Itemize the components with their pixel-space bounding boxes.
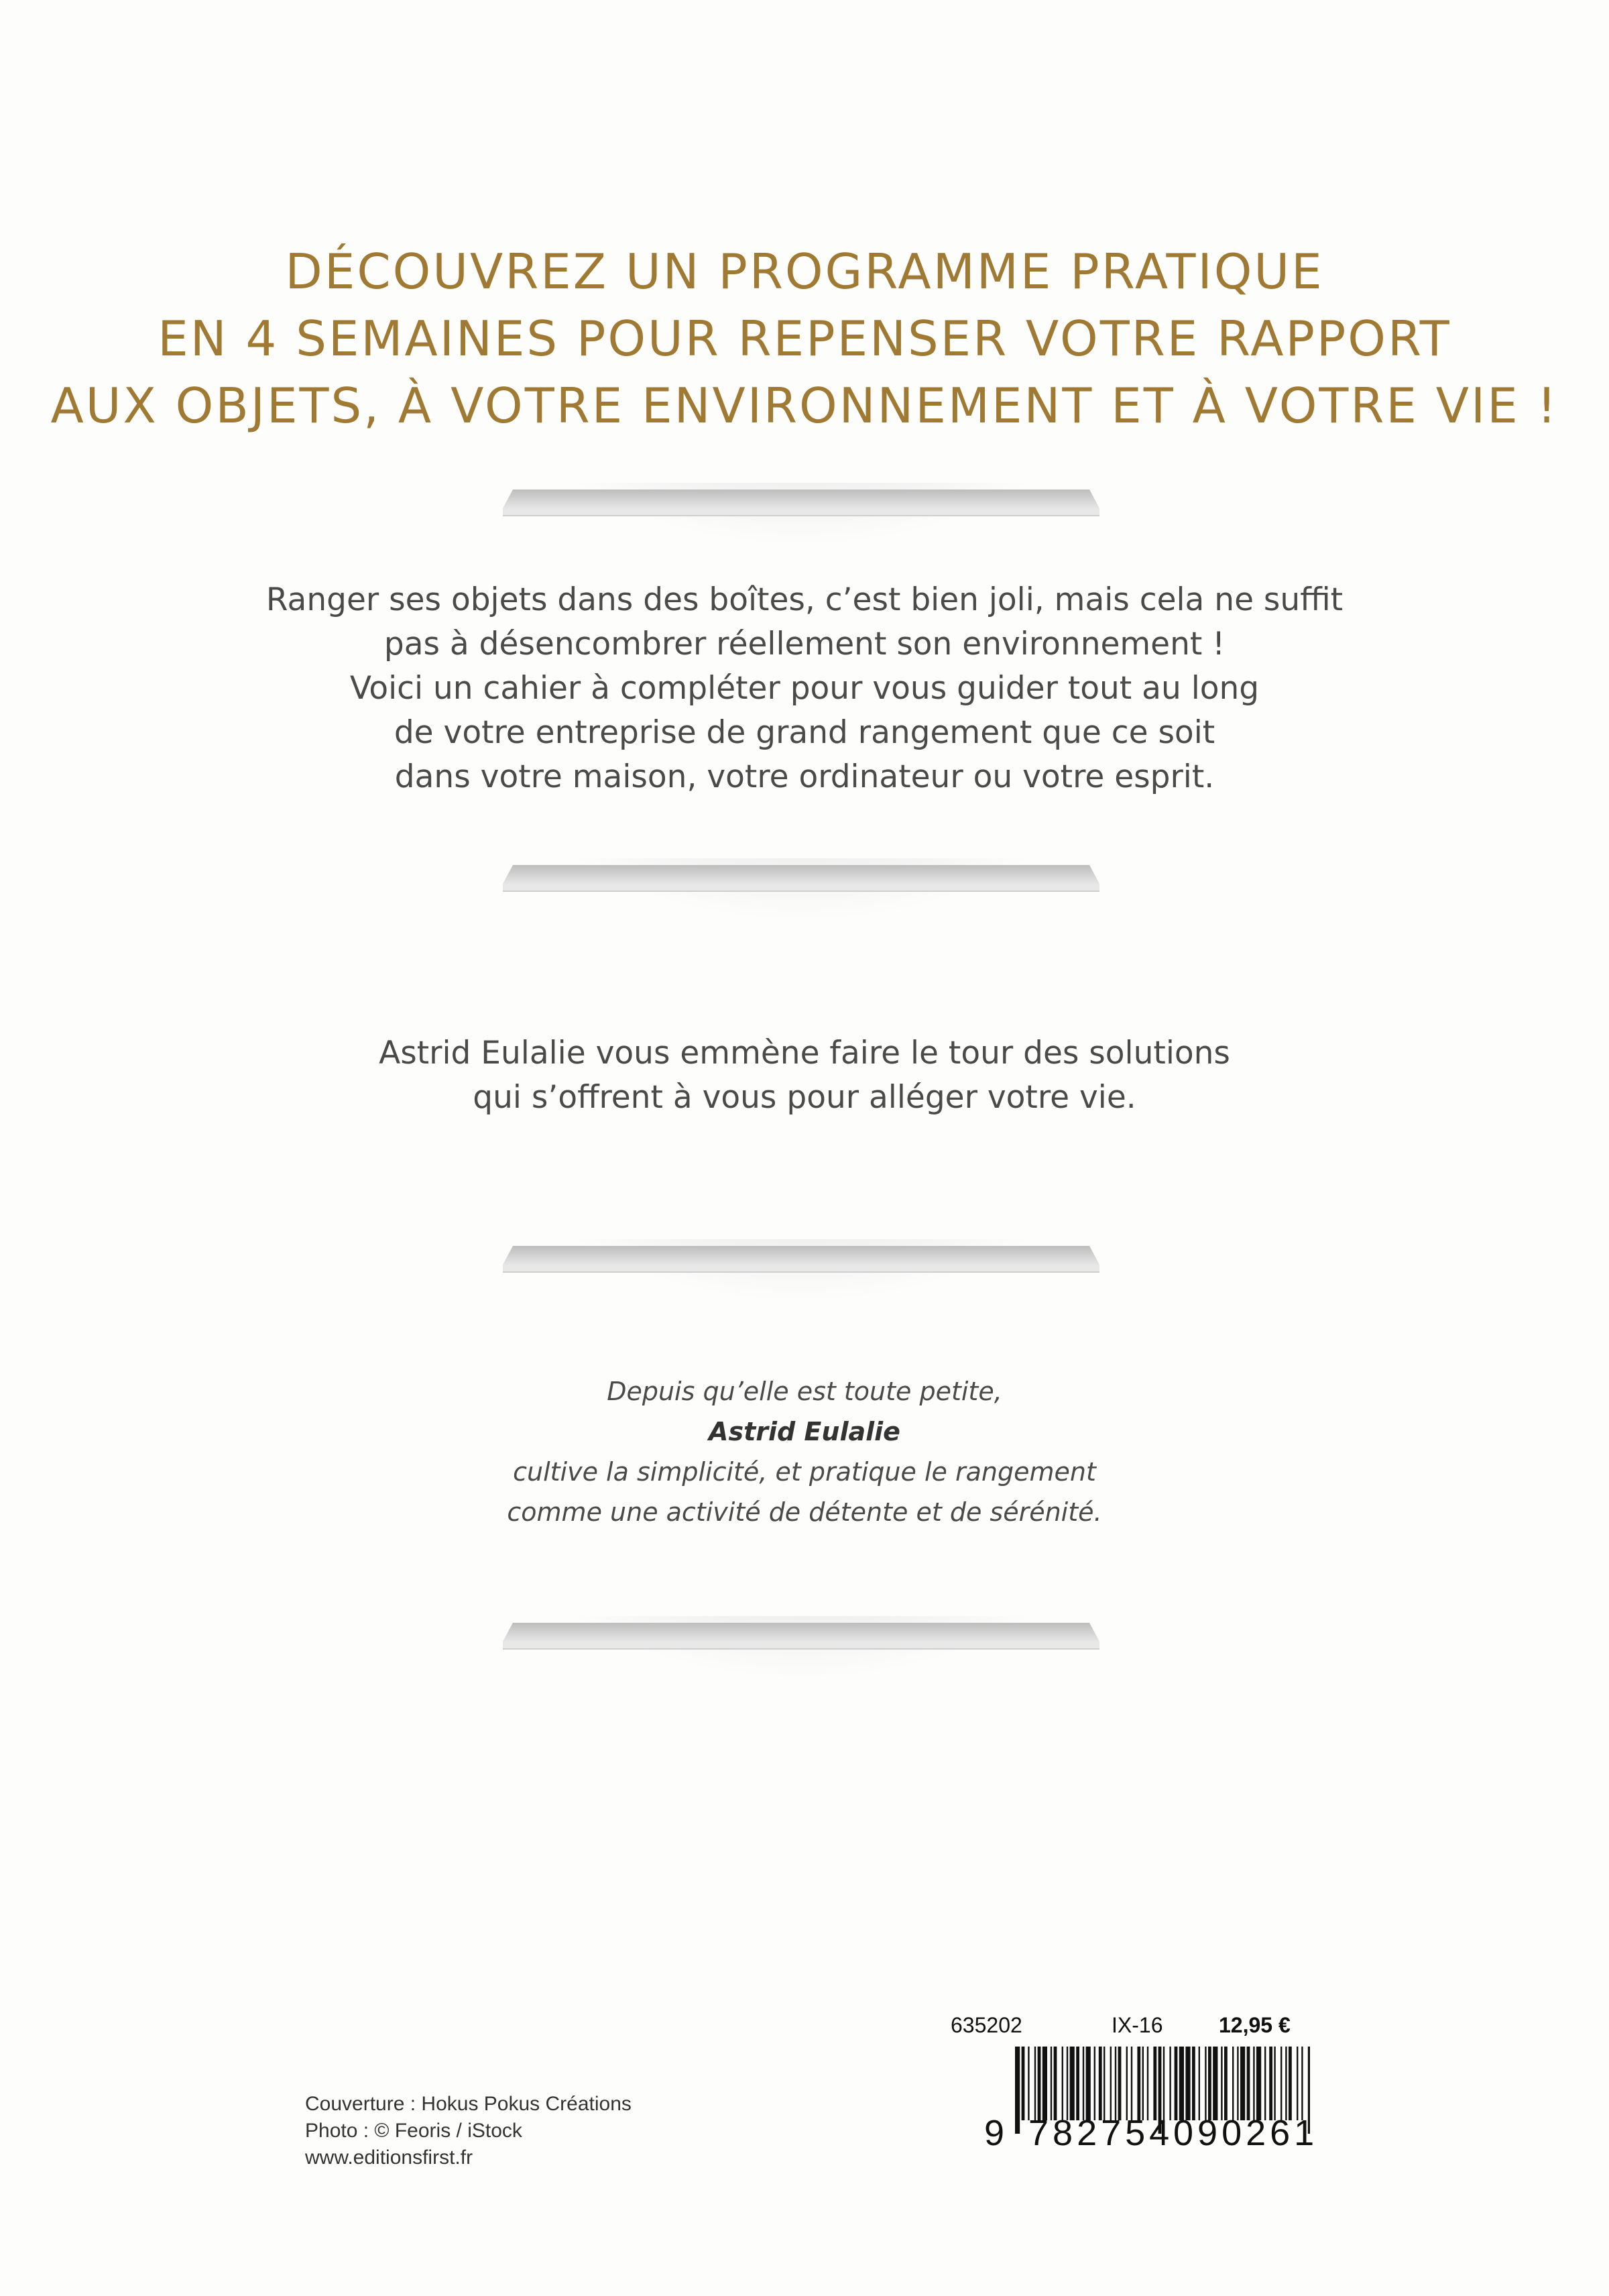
shelf-illustration-4 bbox=[499, 1616, 1103, 1837]
bio-line-2: cultive la simplicité, et pratique le rangement bbox=[513, 1457, 1096, 1487]
author-intro-paragraph bbox=[0, 1031, 1609, 1120]
author-intro-line-2: qui s’offrent à vous pour alléger votre vie. bbox=[473, 1079, 1136, 1116]
intro-paragraph bbox=[0, 578, 1609, 799]
intro-line-4: de votre entreprise de grand rangement que ce soit bbox=[394, 714, 1215, 751]
headline-line-3: AUX OBJETS, À VOTRE ENVIRONNEMENT ET À VOTRE VIE ! bbox=[50, 378, 1559, 434]
intro-line-3: Voici un cahier à compléter pour vous guider tout au long bbox=[349, 670, 1260, 707]
headline-line-1: DÉCOUVREZ UN PROGRAMME PRATIQUE bbox=[285, 243, 1324, 300]
intro-line-5: dans votre maison, votre ordinateur ou votre esprit. bbox=[394, 758, 1215, 795]
photo-credit: Photo : © Feoris / iStock bbox=[305, 2120, 522, 2142]
cover-credit: Couverture : Hokus Pokus Créations bbox=[305, 2093, 632, 2115]
edition-code: IX-16 bbox=[1112, 2013, 1163, 2037]
credits bbox=[305, 2091, 632, 2171]
product-code: 635202 bbox=[951, 2013, 1022, 2037]
headline bbox=[0, 238, 1609, 439]
author-name: Astrid Eulalie bbox=[709, 1417, 900, 1446]
author-intro-line-1: Astrid Eulalie vous emmène faire le tour des solutions bbox=[379, 1035, 1230, 1072]
intro-line-2: pas à désencombrer réellement son environnement ! bbox=[383, 626, 1226, 663]
headline-line-2: EN 4 SEMAINES POUR REPENSER VOTRE RAPPORT bbox=[158, 310, 1451, 367]
bio-line-3: comme une activité de détente et de sérénité. bbox=[507, 1497, 1102, 1527]
author-bio bbox=[0, 1371, 1609, 1532]
intro-line-1: Ranger ses objets dans des boîtes, c’est bien joli, mais cela ne suffit bbox=[265, 581, 1344, 618]
publisher-website: www.editionsfirst.fr bbox=[305, 2146, 473, 2169]
price: 12,95 € bbox=[1219, 2013, 1291, 2037]
barcode-digits-group-1: 782754 bbox=[1028, 2113, 1174, 2153]
barcode-digits-group-2: 090261 bbox=[1173, 2113, 1319, 2153]
barcode-first-digit: 9 bbox=[984, 2113, 1009, 2153]
bio-line-1: Depuis qu’elle est toute petite, bbox=[607, 1377, 1002, 1406]
